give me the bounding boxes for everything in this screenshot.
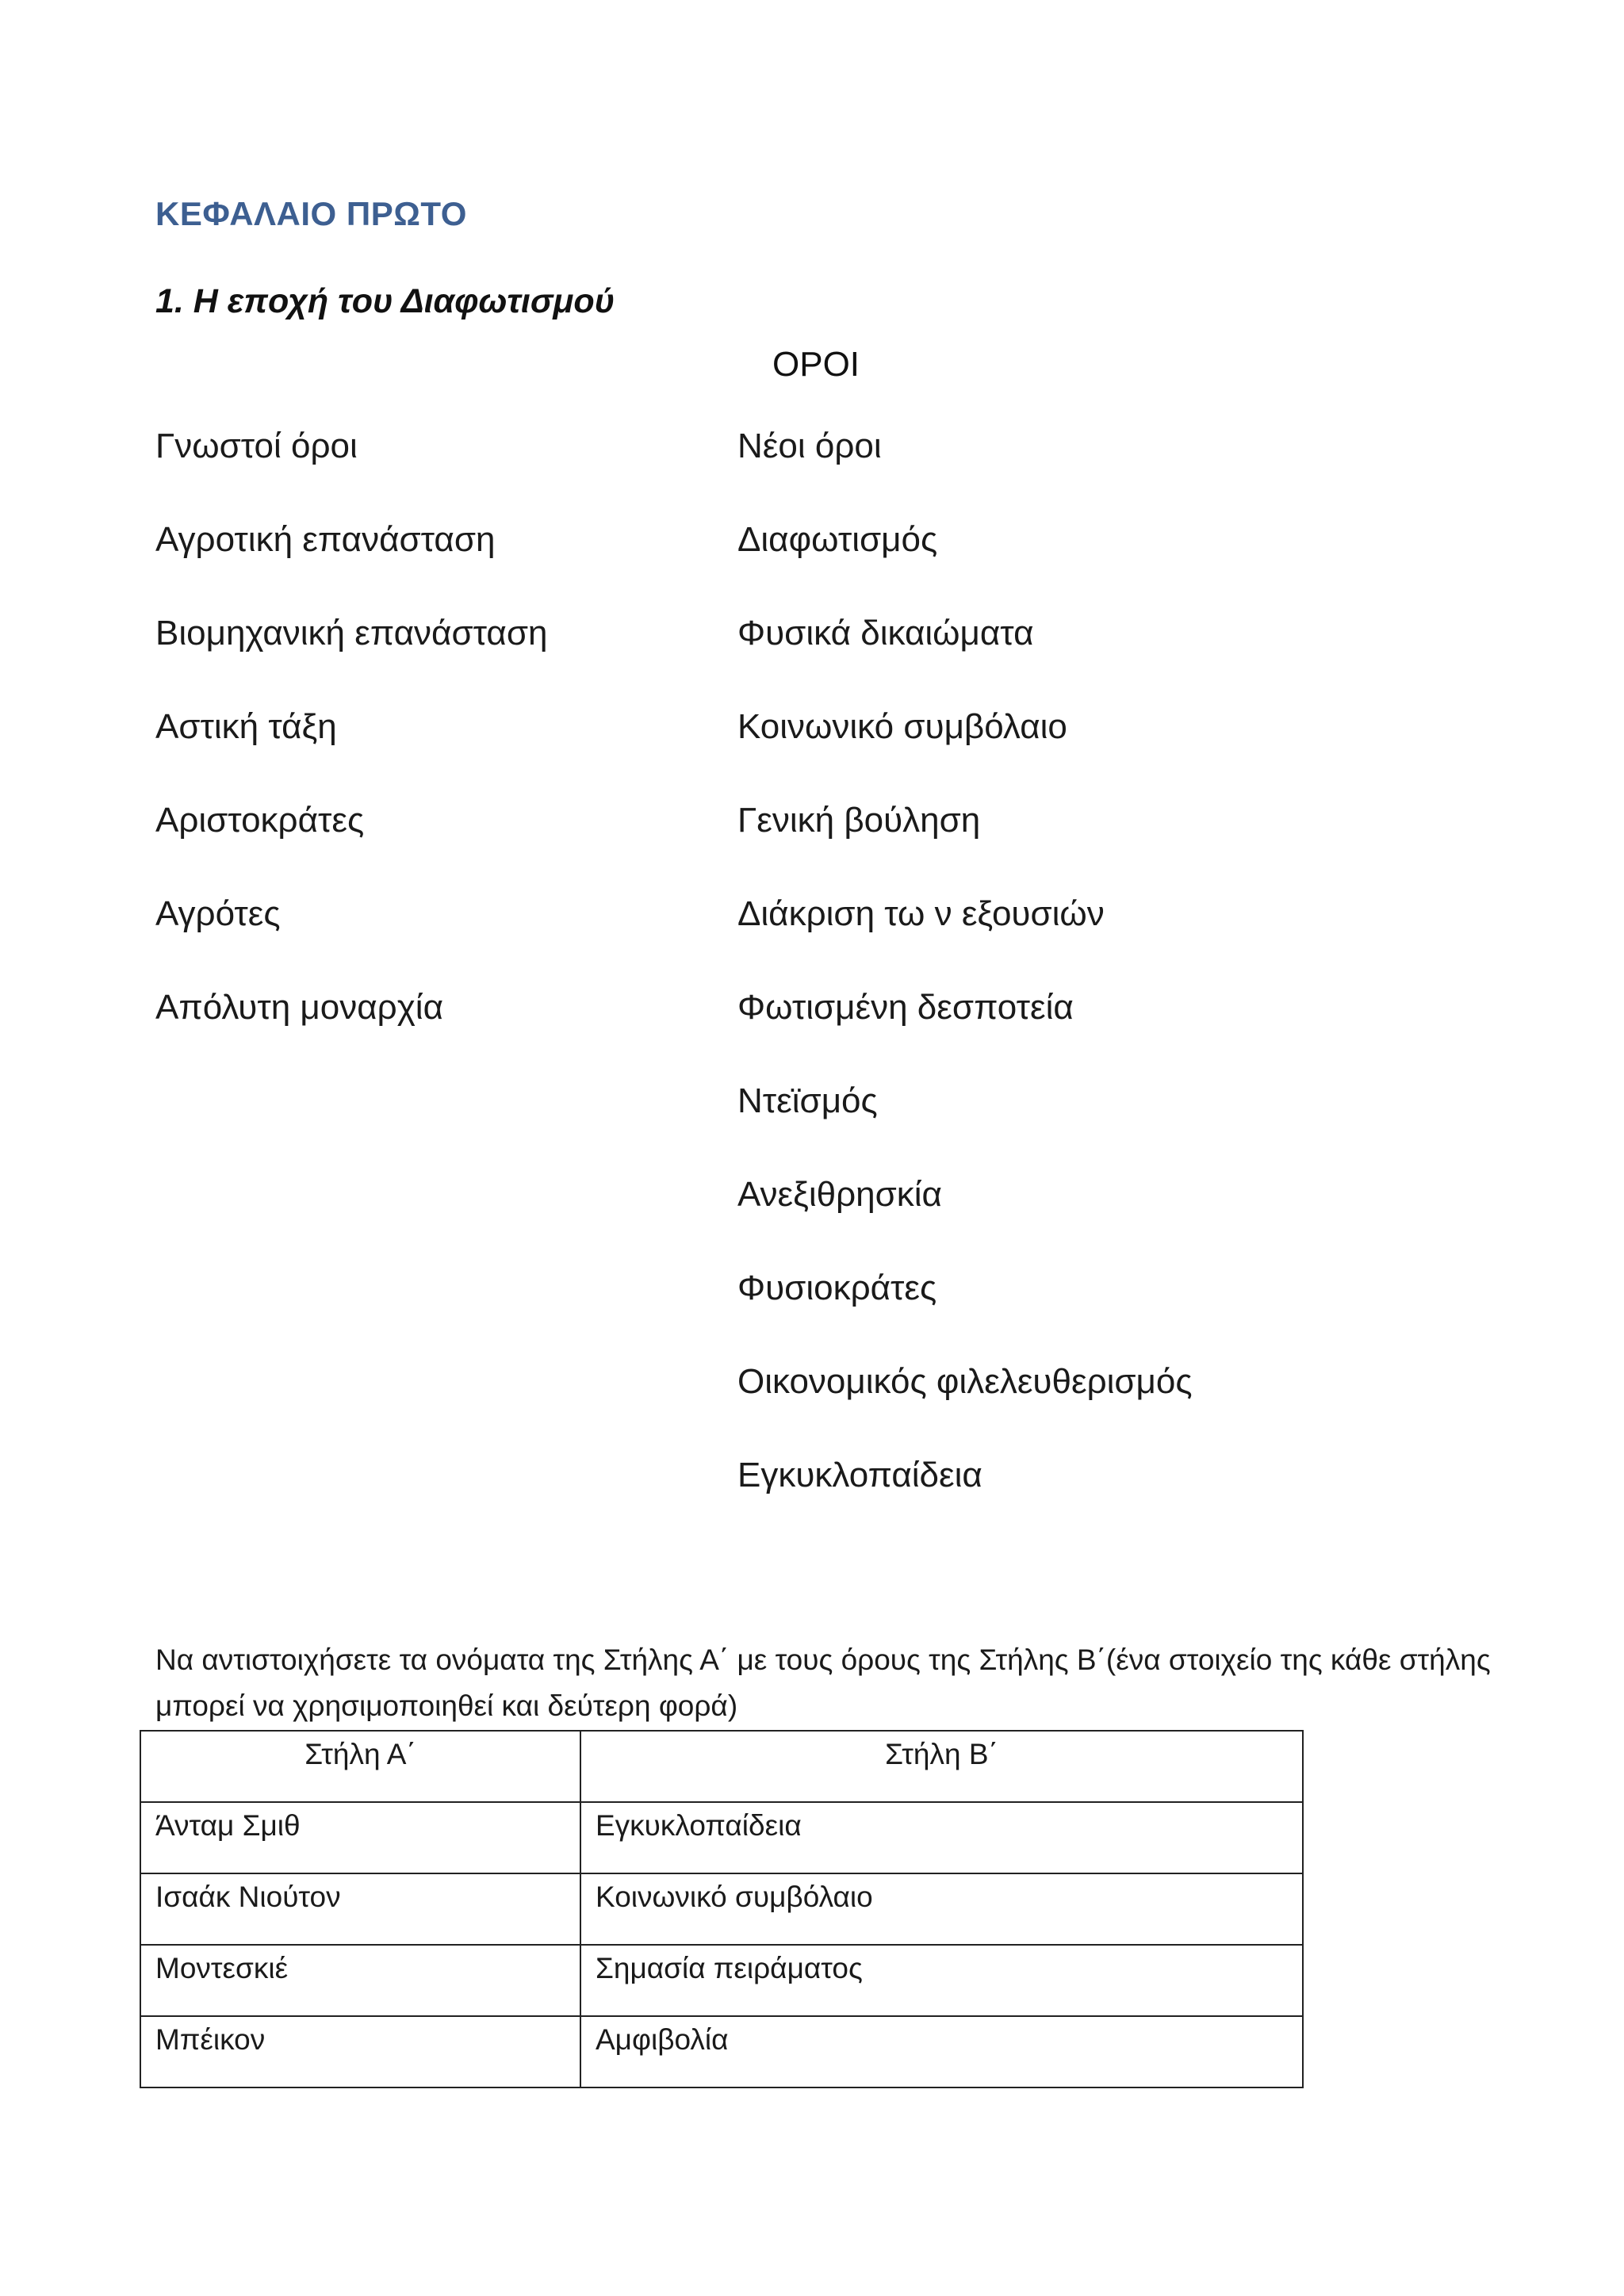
- exercise-instruction: Να αντιστοιχήσετε τα ονόματα της Στήλης Α΄ με τους όρους της Στήλης Β΄(ένα στοιχείο της κάθε στήλης μπορεί να χρησιμοποιηθεί και δεύτερη φορά): [155, 1644, 1491, 1722]
- column-a-cell: Μοντεσκιέ: [140, 1945, 580, 2016]
- column-b-cell: Αμφιβολία: [580, 2016, 1303, 2087]
- new-term-item: Φυσικά δικαιώματα: [737, 614, 1034, 652]
- known-terms-list: [155, 420, 547, 1075]
- new-term-item: Διάκριση τω ν εξουσιών: [737, 894, 1105, 933]
- new-term-item: Φωτισμένη δεσποτεία: [737, 988, 1074, 1027]
- column-b-cell: Εγκυκλοπαίδεια: [580, 1802, 1303, 1873]
- known-term-item: Απόλυτη μοναρχία: [155, 988, 444, 1027]
- column-a-cell: Άνταμ Σμιθ: [140, 1802, 580, 1873]
- column-b-cell: Κοινωνικό συμβόλαιο: [580, 1873, 1303, 1945]
- new-term-item: Ανεξιθρησκία: [737, 1175, 942, 1214]
- new-term-item: Κοινωνικό συμβόλαιο: [737, 707, 1067, 746]
- table-header-row: [140, 1731, 1303, 1802]
- known-terms-title: Γνωστοί όροι: [155, 427, 358, 465]
- new-terms-title: Νέοι όροι: [737, 427, 882, 465]
- new-term-item: Γενική βούληση: [737, 801, 981, 840]
- column-a-cell: Ισαάκ Νιούτον: [140, 1873, 580, 1945]
- section-title: 1. Η εποχή του Διαφωτισμού: [155, 282, 615, 320]
- table-row: [140, 2016, 1303, 2087]
- chapter-title: ΚΕΦΑΛΑΙΟ ΠΡΩΤΟ: [155, 195, 467, 232]
- column-b-header: Στήλη Β΄: [580, 1731, 1303, 1802]
- new-term-item: Εγκυκλοπαίδεια: [737, 1456, 982, 1494]
- terms-heading: ΟΡΟΙ: [772, 345, 860, 384]
- table-row: [140, 1873, 1303, 1945]
- known-term-item: Αγρότες: [155, 894, 281, 933]
- new-term-item: Ντεϊσμός: [737, 1081, 878, 1120]
- known-term-item: Βιομηχανική επανάσταση: [155, 614, 548, 652]
- column-a-header: Στήλη Α΄: [140, 1731, 580, 1802]
- new-terms-list: [737, 420, 1193, 1543]
- column-b-cell: Σημασία πειράματος: [580, 1945, 1303, 2016]
- column-a-cell: Μπέικον: [140, 2016, 580, 2087]
- known-term-item: Αστική τάξη: [155, 707, 337, 746]
- new-term-item: Οικονομικός φιλελευθερισμός: [737, 1362, 1193, 1401]
- new-term-item: Διαφωτισμός: [737, 520, 938, 559]
- table-row: [140, 1945, 1303, 2016]
- known-term-item: Αριστοκράτες: [155, 801, 365, 840]
- matching-table: [140, 1730, 1304, 2088]
- known-term-item: Αγροτική επανάσταση: [155, 520, 496, 559]
- new-term-item: Φυσιοκράτες: [737, 1269, 937, 1307]
- table-row: [140, 1802, 1303, 1873]
